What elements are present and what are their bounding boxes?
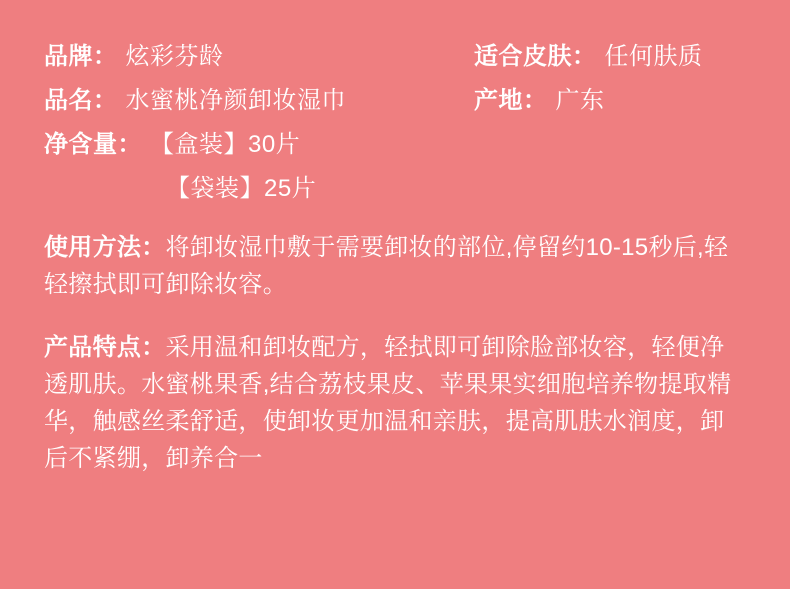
origin-label: 产地： (474, 87, 548, 114)
skin-type-label: 适合皮肤： (474, 43, 597, 70)
product-name-label: 品名： (44, 87, 118, 114)
net-content-bag-value: 【袋装】25片 (166, 175, 317, 202)
usage-text: 将卸妆湿巾敷于需要卸妆的部位,停留约10-15秒后,轻轻擦拭即可卸除妆容。 (44, 234, 729, 298)
features-paragraph (44, 329, 746, 477)
usage-paragraph (44, 229, 746, 303)
skin-type-value: 任何肤质 (604, 43, 703, 70)
origin-value: 广东 (555, 87, 605, 114)
net-content-label: 净含量： (44, 131, 142, 158)
usage-label: 使用方法： (44, 234, 166, 261)
features-block (44, 329, 746, 477)
features-text: 采用温和卸妆配方，轻拭即可卸除脸部妆容，轻便净透肌肤。水蜜桃果香,结合荔枝果皮、苹果果实细胞培养物提取精华，触感丝柔舒适，使卸妆更加温和亲肤，提高肌肤水润度，卸后不紧绷，卸养合一 (44, 334, 732, 472)
spec-row-name (44, 80, 746, 115)
spec-product-name (44, 80, 474, 115)
brand-label: 品牌： (44, 43, 118, 70)
spec-row-net-content-bag (44, 168, 746, 203)
spec-net-content (44, 124, 474, 159)
spec-row-brand (44, 36, 746, 71)
spec-origin (474, 80, 746, 115)
spec-brand (44, 36, 474, 71)
spec-row-net-content (44, 124, 746, 159)
spec-grid (44, 36, 746, 203)
product-name-value: 水蜜桃净颜卸妆湿巾 (125, 87, 346, 114)
usage-block (44, 229, 746, 303)
spec-skin-type (474, 36, 746, 71)
net-content-box-value: 【盒装】30片 (150, 131, 301, 158)
brand-value: 炫彩芬龄 (125, 43, 224, 70)
features-label: 产品特点： (44, 334, 166, 361)
